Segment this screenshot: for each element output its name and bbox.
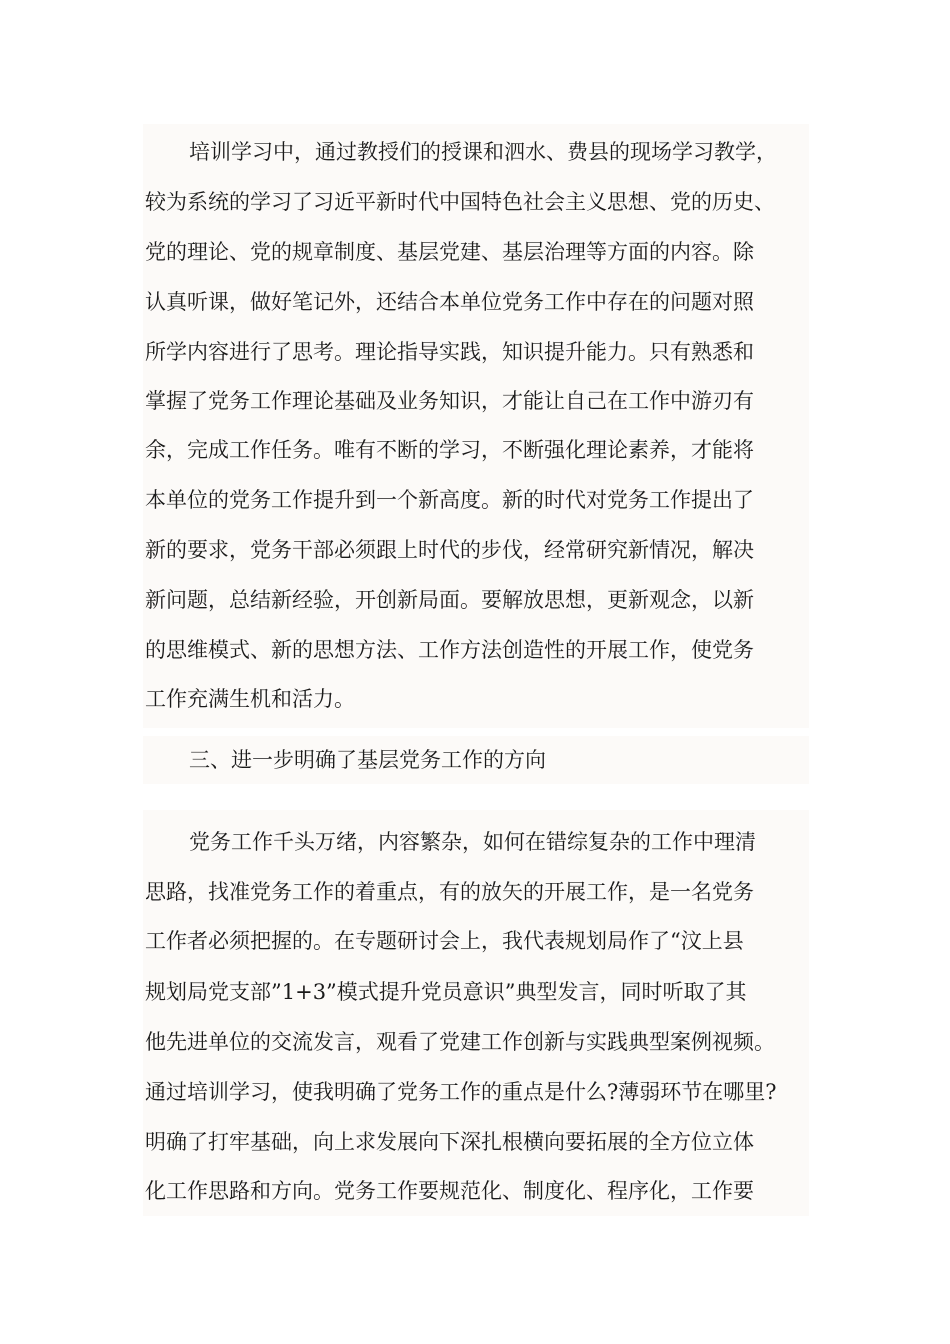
paragraph-line: 认真听课，做好笔记外，还结合本单位党务工作中存在的问题对照	[145, 290, 754, 314]
paragraph-line: 工作充满生机和活力。	[145, 687, 355, 711]
paragraph-line: 明确了打牢基础，向上求发展向下深扎根横向要拓展的全方位立体	[145, 1130, 754, 1154]
paragraph-line: 通过培训学习，使我明确了党务工作的重点是什么?薄弱环节在哪里?	[145, 1080, 777, 1104]
paragraph-line: 工作者必须把握的。在专题研讨会上，我代表规划局作了“汶上县	[145, 929, 744, 953]
paragraph-line: 培训学习中，通过教授们的授课和泗水、费县的现场学习教学，	[189, 140, 777, 164]
paragraph-line: 党的理论、党的规章制度、基层党建、基层治理等方面的内容。除	[145, 240, 754, 264]
paragraph-line: 他先进单位的交流发言，观看了党建工作创新与实践典型案例视频。	[145, 1030, 775, 1054]
paragraph-line: 思路，找准党务工作的着重点，有的放矢的开展工作，是一名党务	[145, 880, 754, 904]
paragraph-line: 的思维模式、新的思想方法、工作方法创造性的开展工作，使党务	[145, 638, 754, 662]
paragraph-line: 所学内容进行了思考。理论指导实践，知识提升能力。只有熟悉和	[145, 340, 754, 364]
paragraph-line: 党务工作千头万绪，内容繁杂，如何在错综复杂的工作中理清	[189, 830, 756, 854]
paragraph-line: 新的要求，党务干部必须跟上时代的步伐，经常研究新情况，解决	[145, 538, 754, 562]
paragraph-line: 化工作思路和方向。党务工作要规范化、制度化、程序化，工作要	[145, 1179, 754, 1203]
paragraph-line: 余，完成工作任务。唯有不断的学习，不断强化理论素养，才能将	[145, 438, 754, 462]
paragraph-training-study	[143, 124, 809, 728]
paragraph-party-work-direction	[143, 810, 809, 1216]
paragraph-line: 本单位的党务工作提升到一个新高度。新的时代对党务工作提出了	[145, 488, 754, 512]
paragraph-line: 规划局党支部”1+3”模式提升党员意识”典型发言，同时听取了其	[145, 980, 747, 1004]
section-heading: 三、进一步明确了基层党务工作的方向	[189, 748, 546, 772]
paragraph-line: 新问题，总结新经验，开创新局面。要解放思想，更新观念，以新	[145, 588, 754, 612]
paragraph-line: 较为系统的学习了习近平新时代中国特色社会主义思想、党的历史、	[145, 190, 775, 214]
section-heading-block	[143, 736, 809, 784]
paragraph-line: 掌握了党务工作理论基础及业务知识，才能让自己在工作中游刃有	[145, 389, 754, 413]
